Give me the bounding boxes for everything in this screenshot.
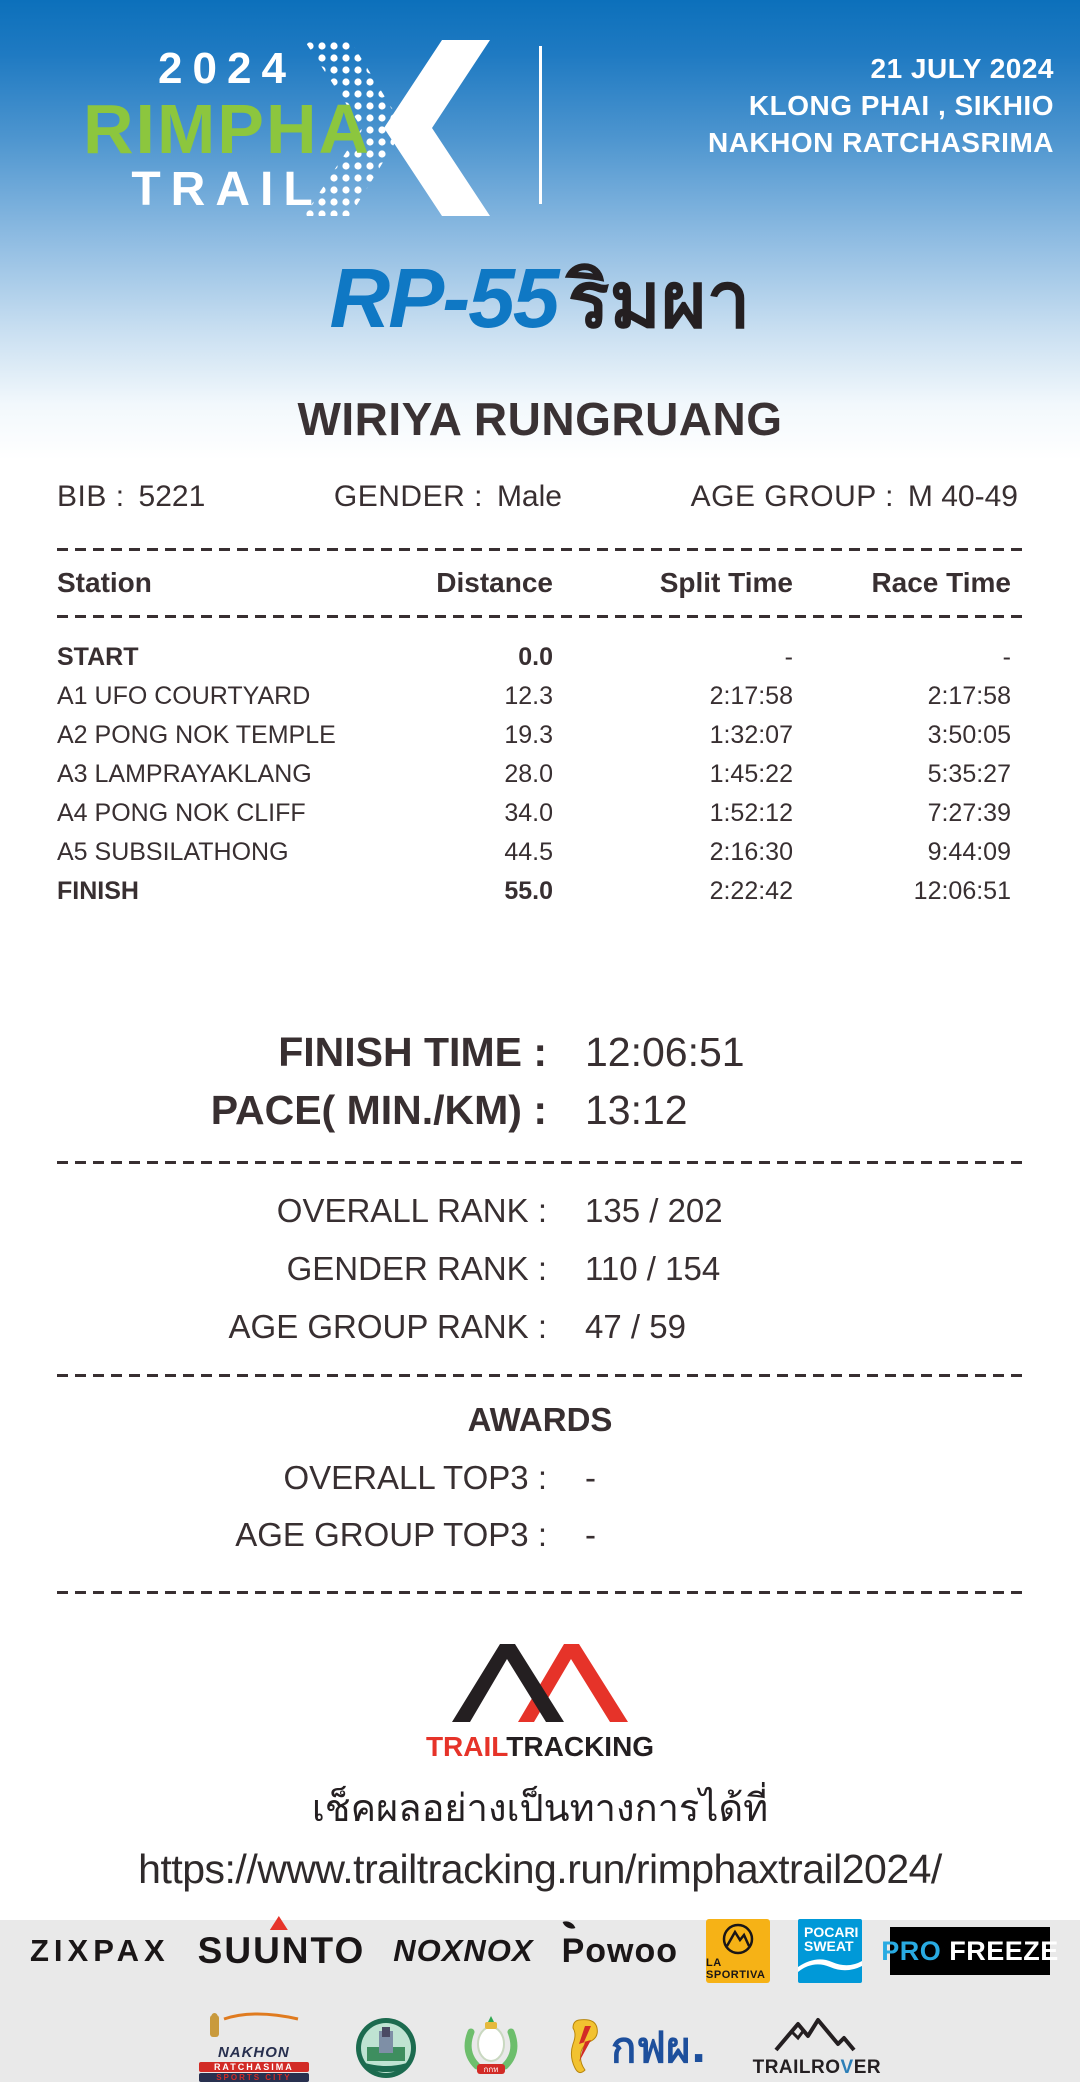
distance-cell: 12.3 bbox=[504, 682, 553, 710]
table-row bbox=[57, 755, 1023, 794]
split-cell: 1:52:12 bbox=[709, 799, 793, 827]
sat-crest-logo bbox=[463, 2014, 519, 2081]
awards-title: AWARDS bbox=[467, 1401, 613, 1438]
pocari-sweat-logo bbox=[798, 1919, 862, 1983]
age-group-rank-value: 47 / 59 bbox=[585, 1308, 686, 1345]
suunto-triangle-icon bbox=[270, 1916, 288, 1930]
dashed-rule bbox=[57, 1374, 1023, 1377]
dashed-rule bbox=[57, 615, 1023, 618]
station-cell: A2 PONG NOK TEMPLE bbox=[57, 721, 336, 749]
mountain-icon bbox=[452, 1632, 628, 1724]
trailrover-mountains-icon bbox=[774, 2016, 860, 2052]
distance-cell: 19.3 bbox=[504, 721, 553, 749]
event-place: KLONG PHAI , SIKHIO bbox=[748, 90, 1054, 121]
runner-name: WIRIYA RUNGRUANG bbox=[297, 393, 783, 445]
nakhon-word: NAKHON bbox=[217, 2044, 290, 2061]
col-station: Station bbox=[57, 567, 152, 598]
finish-summary bbox=[0, 1023, 1080, 1139]
age-group-top3-row bbox=[0, 1506, 1080, 1563]
suunto-logo: SUUNTO bbox=[198, 1930, 366, 1972]
station-cell: A3 LAMPRAYAKLANG bbox=[57, 760, 312, 788]
age-group-top3-label: AGE GROUP TOP3 : bbox=[235, 1516, 547, 1553]
finish-time-label: FINISH TIME : bbox=[278, 1029, 547, 1075]
race-code: RP-55 bbox=[329, 251, 558, 345]
station-cell: START bbox=[57, 643, 139, 671]
event-logo bbox=[62, 44, 392, 216]
pocari-wave-icon bbox=[798, 1953, 862, 1975]
bib-row bbox=[57, 480, 1018, 514]
gender-rank-label: GENDER RANK : bbox=[286, 1250, 547, 1287]
table-row bbox=[57, 677, 1023, 716]
gender-pair bbox=[334, 480, 562, 514]
bib-value: 5221 bbox=[138, 480, 206, 513]
powoo-logo: Powoo bbox=[562, 1932, 678, 1971]
sweat-word: SWEAT bbox=[804, 1938, 854, 1954]
result-url-link[interactable]: https://www.trailtracking.run/rimphaxtrail2024/ bbox=[138, 1846, 942, 1892]
sponsor-row bbox=[30, 1919, 1059, 1983]
dashed-rule bbox=[57, 1591, 1023, 1594]
egat-logo bbox=[565, 2015, 707, 2081]
overall-rank-row bbox=[0, 1182, 1080, 1240]
pace-row bbox=[0, 1081, 1080, 1139]
age-group-rank-label: AGE GROUP RANK : bbox=[228, 1308, 547, 1345]
col-race-time: Race Time bbox=[871, 567, 1011, 598]
age-group-pair bbox=[691, 480, 1018, 514]
split-cell: 2:22:42 bbox=[709, 877, 793, 905]
race-cell: 2:17:58 bbox=[927, 682, 1011, 710]
age-group-value: M 40-49 bbox=[907, 480, 1018, 513]
zixpax-logo: ZIXPAX bbox=[30, 1933, 170, 1968]
gender-rank-row bbox=[0, 1240, 1080, 1298]
dashed-rule bbox=[57, 548, 1023, 551]
distance-cell: 28.0 bbox=[504, 760, 553, 788]
overall-rank-label: OVERALL RANK : bbox=[276, 1192, 547, 1229]
table-row bbox=[57, 716, 1023, 755]
distance-cell: 34.0 bbox=[504, 799, 553, 827]
splits-header-row bbox=[57, 567, 1023, 599]
bib-pair bbox=[57, 480, 205, 514]
logo-year: 2024 bbox=[158, 44, 296, 93]
bib-label: BIB : bbox=[57, 480, 125, 513]
race-cell: 9:44:09 bbox=[927, 838, 1011, 866]
pocari-word: POCARI bbox=[804, 1924, 859, 1940]
trailrover-logo bbox=[753, 2016, 882, 2079]
gender-label: GENDER : bbox=[333, 480, 483, 513]
trailtracking-wordmark bbox=[0, 1731, 1080, 1763]
finish-time-value: 12:06:51 bbox=[585, 1029, 745, 1075]
race-title bbox=[0, 238, 1080, 362]
race-cell: - bbox=[1002, 643, 1011, 671]
egat-word: กฟผ. bbox=[610, 2022, 707, 2072]
age-group-rank-row bbox=[0, 1298, 1080, 1356]
logo-trail: TRAIL bbox=[131, 163, 323, 216]
logo-rimpha: RIMPHA bbox=[82, 90, 372, 168]
dashed-rule bbox=[57, 1161, 1023, 1164]
race-cell: 5:35:27 bbox=[927, 760, 1011, 788]
ratchasima-word: RATCHASIMA bbox=[199, 2062, 309, 2072]
overall-top3-value: - bbox=[585, 1459, 596, 1496]
official-result-note: เช็คผลอย่างเป็นทางการได้ที่ bbox=[311, 1786, 769, 1830]
trailrover-wordmark: TRAILROVER bbox=[752, 2057, 882, 2078]
nakhon-sports-city-logo bbox=[199, 2013, 309, 2082]
partner-row bbox=[40, 2013, 1040, 2082]
svg-text:กกท: กกท bbox=[483, 2065, 499, 2074]
distance-cell: 44.5 bbox=[504, 838, 553, 866]
race-thai-name: ริมผา bbox=[567, 256, 751, 346]
event-province: NAKHON RATCHASRIMA bbox=[707, 127, 1054, 158]
distance-cell: 0.0 bbox=[518, 643, 553, 671]
table-row bbox=[57, 638, 1023, 677]
korat-provincial-seal bbox=[355, 2017, 417, 2079]
noxnox-logo: NOXNOX bbox=[393, 1933, 534, 1968]
event-info bbox=[708, 50, 1054, 161]
station-cell: A5 SUBSILATHONG bbox=[57, 838, 289, 866]
race-cell: 12:06:51 bbox=[913, 877, 1011, 905]
sportiva-mountain-icon bbox=[721, 1922, 755, 1956]
nakhon-statue-icon bbox=[206, 2013, 302, 2039]
trailtracking-logo bbox=[0, 1632, 1080, 1763]
tracking-word: TRACKING bbox=[506, 1731, 655, 1762]
overall-top3-row bbox=[0, 1449, 1080, 1506]
awards-section bbox=[0, 1449, 1080, 1563]
overall-top3-label: OVERALL TOP3 : bbox=[283, 1459, 547, 1496]
col-split-time: Split Time bbox=[659, 567, 793, 598]
la-sportiva-logo bbox=[706, 1919, 770, 1983]
table-row bbox=[57, 833, 1023, 872]
header-divider bbox=[539, 46, 542, 204]
age-group-top3-value: - bbox=[585, 1516, 596, 1553]
split-cell: 2:17:58 bbox=[709, 682, 793, 710]
ranks-section bbox=[0, 1182, 1080, 1356]
pace-label: PACE( MIN./KM) : bbox=[210, 1087, 547, 1133]
gender-value: Male bbox=[496, 480, 562, 513]
split-cell: 1:32:07 bbox=[709, 721, 793, 749]
split-cell: 1:45:22 bbox=[709, 760, 793, 788]
col-distance: Distance bbox=[436, 567, 553, 598]
station-cell: A1 UFO COURTYARD bbox=[57, 682, 311, 710]
freeze-word: FREEZE bbox=[949, 1935, 1059, 1966]
station-cell: A4 PONG NOK CLIFF bbox=[57, 799, 306, 827]
thailand-map-icon bbox=[565, 2018, 603, 2078]
split-cell: 2:16:30 bbox=[709, 838, 793, 866]
finish-time-row bbox=[0, 1023, 1080, 1081]
sports-city-word: SPORTS CITY bbox=[199, 2073, 309, 2082]
pro-freeze-logo bbox=[881, 1927, 1059, 1975]
pace-value: 13:12 bbox=[585, 1087, 688, 1133]
sat-wreath-icon bbox=[463, 2014, 519, 2076]
table-row bbox=[57, 872, 1023, 911]
age-group-label: AGE GROUP : bbox=[690, 480, 894, 513]
pro-word: PRO bbox=[881, 1935, 942, 1966]
trail-word: TRAIL bbox=[425, 1731, 507, 1762]
table-row bbox=[57, 794, 1023, 833]
gender-rank-value: 110 / 154 bbox=[585, 1250, 721, 1287]
overall-rank-value: 135 / 202 bbox=[585, 1192, 723, 1229]
split-cell: - bbox=[784, 643, 793, 671]
station-cell: FINISH bbox=[57, 877, 139, 905]
distance-cell: 55.0 bbox=[504, 877, 553, 905]
event-date: 21 JULY 2024 bbox=[870, 53, 1054, 84]
race-cell: 3:50:05 bbox=[927, 721, 1011, 749]
hero-header bbox=[0, 0, 1080, 460]
leaf-icon bbox=[562, 1918, 575, 1931]
race-cell: 7:27:39 bbox=[927, 799, 1011, 827]
sportiva-wordmark: LA SPORTIVA bbox=[706, 1956, 766, 1981]
